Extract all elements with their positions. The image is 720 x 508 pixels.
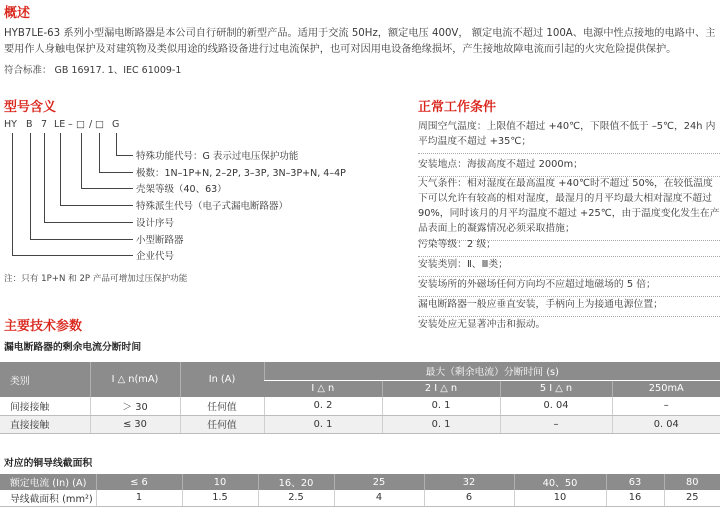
code-part-7: 7 bbox=[41, 119, 48, 130]
condition-temperature: 周围空气温度：上限值不超过 +40℃，下限值不低于 –5℃，24h 内平均温度不超过 +35℃； bbox=[418, 119, 720, 154]
copper-section-value: 2.5 bbox=[258, 490, 334, 506]
copper-section-value: 6 bbox=[424, 490, 514, 506]
cell-category: 直接接触 bbox=[0, 415, 90, 433]
overview-title: 概述 bbox=[4, 6, 31, 21]
header-idn: I △ n(mA) bbox=[90, 362, 180, 397]
table-row bbox=[0, 397, 720, 415]
cell-idn: ≤ 30 bbox=[90, 415, 180, 433]
cell-t4: 0. 04 bbox=[612, 415, 720, 433]
copper-wire-table bbox=[0, 474, 720, 507]
copper-current-value: 40、50 bbox=[514, 474, 606, 490]
code-part-b: B bbox=[26, 119, 33, 130]
copper-section-value: 1 bbox=[96, 490, 182, 506]
header-sub-1x: I △ n bbox=[264, 380, 382, 397]
code-part-g: G bbox=[112, 119, 120, 130]
copper-current-value: ≤ 6 bbox=[96, 474, 182, 490]
copper-current-value: 63 bbox=[606, 474, 664, 490]
model-label-1: 特殊功能代号：G 表示过电压保护功能 bbox=[136, 151, 299, 162]
condition-mounting: 漏电断路器一般应垂直安装，手柄向上为接通电源位置； bbox=[418, 297, 720, 317]
copper-section-value: 4 bbox=[334, 490, 424, 506]
condition-altitude: 安装地点：海拔高度不超过 2000m； bbox=[418, 157, 720, 177]
overview-standard: 符合标准： GB 16917. 1、IEC 61009-1 bbox=[4, 65, 182, 76]
cell-t1: 0. 1 bbox=[264, 415, 382, 433]
table-row bbox=[0, 415, 720, 433]
model-label-4: 特殊派生代号（电子式漏电断路器） bbox=[136, 201, 289, 212]
copper-current-value: 25 bbox=[334, 474, 424, 490]
copper-current-value: 16、20 bbox=[258, 474, 334, 490]
cell-t3: – bbox=[500, 415, 612, 433]
copper-current-value: 32 bbox=[424, 474, 514, 490]
code-part-hy: HY bbox=[4, 119, 17, 130]
copper-current-value: 10 bbox=[182, 474, 258, 490]
copper-section-value: 10 bbox=[514, 490, 606, 506]
code-part-dash: – bbox=[68, 119, 73, 130]
header-sub-5x: 5 I △ n bbox=[500, 380, 612, 397]
cell-in: 任何值 bbox=[180, 397, 264, 415]
copper-current-label: 额定电流 (In) (A) bbox=[0, 474, 96, 490]
model-label-5: 设计序号 bbox=[136, 218, 175, 229]
conditions-title: 正常工作条件 bbox=[418, 100, 497, 115]
cell-t4: – bbox=[612, 397, 720, 415]
header-break-time: 最大（剩余电流）分断时间 (s) bbox=[264, 362, 720, 380]
model-note: 注：只有 1P+N 和 2P 产品可增加过压保护功能 bbox=[4, 274, 188, 284]
copper-section-value: 1.5 bbox=[182, 490, 258, 506]
model-title: 型号含义 bbox=[4, 100, 57, 115]
code-part-box1: □ bbox=[76, 119, 85, 130]
copper-section-value: 25 bbox=[664, 490, 720, 506]
cell-t3: 0. 04 bbox=[500, 397, 612, 415]
cell-t2: 0. 1 bbox=[382, 397, 500, 415]
code-part-slash: / bbox=[89, 119, 93, 130]
header-in: In (A) bbox=[180, 362, 264, 397]
condition-atmosphere: 大气条件：相对湿度在最高温度 +40℃时不超过 50%，在较低温度下可以允许有较高的相对湿度，最湿月的月平均最大相对湿度不超过 90%，同时该月的月平均温度不超过 +25℃，由于温度变化发生在产品表面上的凝露情况必须采取措施； bbox=[418, 176, 720, 241]
cell-in: 任何值 bbox=[180, 415, 264, 433]
copper-section-label: 导线截面积 (mm²) bbox=[0, 490, 96, 506]
code-part-le: LE bbox=[54, 119, 66, 130]
copper-section-value: 16 bbox=[606, 490, 664, 506]
copper-section-row bbox=[0, 490, 720, 506]
code-part-box2: □ bbox=[95, 119, 104, 130]
copper-current-value: 80 bbox=[664, 474, 720, 490]
overview-desc-line2: 要用作人身触电保护及对建筑物及类似用途的线路设备进行过电流保护，也可对因用电设备绝缘损坏，产生接地故障电流而引起的火灾危险提供保护。 bbox=[4, 44, 677, 55]
model-label-6: 小型断路器 bbox=[136, 235, 184, 246]
cell-idn: ＞ 30 bbox=[90, 397, 180, 415]
tech-subtitle: 漏电断路器的剩余电流分断时间 bbox=[4, 342, 142, 353]
condition-vibration: 安装处应无显著冲击和振动。 bbox=[418, 319, 546, 330]
header-category: 类别 bbox=[0, 362, 90, 397]
model-label-2: 极数：1N–1P+N, 2–2P, 3–3P, 3N–3P+N, 4–4P bbox=[136, 168, 346, 179]
header-sub-2x: 2 I △ n bbox=[382, 380, 500, 397]
model-label-3: 壳架等级（40、63） bbox=[136, 184, 227, 195]
condition-magnetic-field: 安装场所的外磁场任何方向均不应超过地磁场的 5 倍； bbox=[418, 277, 720, 297]
residual-current-table bbox=[0, 362, 720, 434]
model-label-7: 企业代号 bbox=[136, 251, 175, 262]
copper-current-row bbox=[0, 474, 720, 490]
copper-title: 对应的铜导线截面积 bbox=[4, 458, 93, 469]
cell-t2: 0. 1 bbox=[382, 415, 500, 433]
bracket-line-7 bbox=[12, 133, 133, 256]
overview-desc-line1: HYB7LE-63 系列小型漏电断路器是本公司自行研制的新型产品。适用于交流 50Hz，额定电压 400V， 额定电流不超过 100A、电源中性点接地的电路中、主 bbox=[4, 28, 716, 39]
condition-pollution: 污染等级：2 级； bbox=[418, 237, 720, 257]
cell-t1: 0. 2 bbox=[264, 397, 382, 415]
header-sub-250ma: 250mA bbox=[612, 380, 720, 397]
cell-category: 间接接触 bbox=[0, 397, 90, 415]
condition-install-category: 安装类别：Ⅱ、Ⅲ类； bbox=[418, 257, 720, 277]
tech-title: 主要技术参数 bbox=[4, 319, 83, 334]
